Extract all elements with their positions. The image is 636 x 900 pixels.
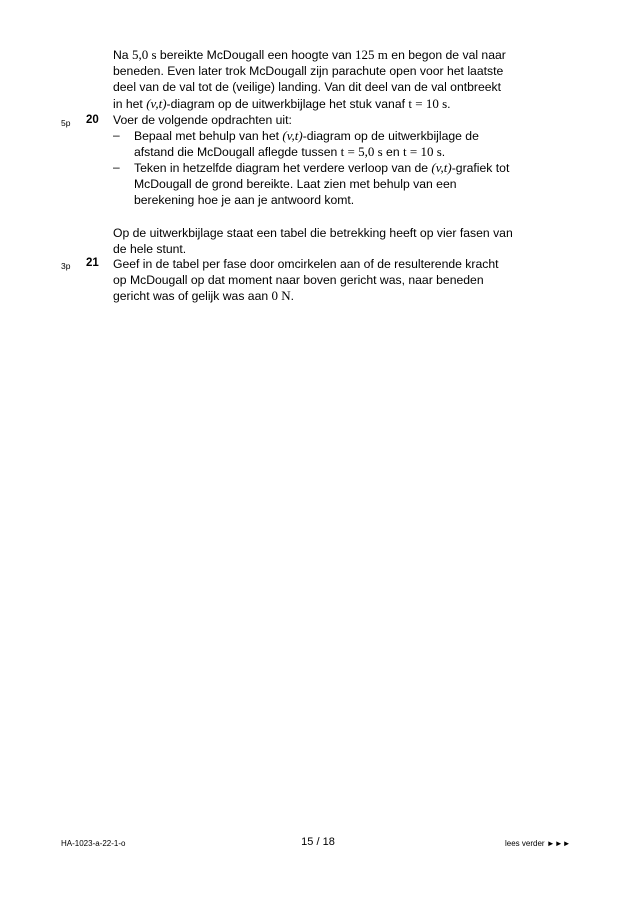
intro-line-3: deel van de val tot de (veilige) landing. Van dit deel van de val ontbreekt: [113, 80, 501, 95]
q20-item2-dash: –: [113, 160, 120, 174]
q21-number: 21: [86, 257, 99, 269]
q21-text: Geef in de tabel per fase door omcirkelen aan of de resulterende kracht op McDougall op dat moment naar boven gericht was, naar beneden gericht was of gelijk was aan 0 N.: [113, 257, 499, 304]
intro-line-1: Na 5,0 s bereikte McDougall een hoogte van 125 m en begon de val naar: [113, 47, 506, 62]
q21-points: 3p: [61, 261, 71, 271]
table-intro-paragraph: Op de uitwerkbijlage staat een tabel die betrekking heeft op vier fasen van de hele stunt.: [113, 226, 513, 257]
footer-continue: lees verder ►►►: [505, 839, 571, 848]
q20-points: 5p: [61, 118, 71, 128]
footer-page-number: 15 / 18: [301, 836, 335, 848]
q20-item-1: Bepaal met behulp van het (v,t)-diagram op de uitwerkbijlage de afstand die McDougall aflegde tussen t = 5,0 s en t = 10 s.: [134, 128, 479, 160]
intro-line-2: beneden. Even later trok McDougall zijn parachute open voor het laatste: [113, 64, 504, 79]
q20-item-2: Teken in hetzelfde diagram het verdere verloop van de (v,t)-grafiek tot McDougall de grond bereikte. Laat zien met behulp van een berekening hoe je aan je antwoord komt.: [134, 160, 510, 208]
q20-lead: Voer de volgende opdrachten uit:: [113, 113, 292, 127]
intro-line-4: in het (v,t)-diagram op de uitwerkbijlage het stuk vanaf t = 10 s.: [113, 95, 451, 111]
q20-number: 20: [86, 114, 99, 126]
footer-exam-code: HA-1023-a-22-1-o: [61, 839, 126, 848]
intro-paragraph: [113, 47, 568, 112]
q20-item1-dash: –: [113, 128, 120, 142]
